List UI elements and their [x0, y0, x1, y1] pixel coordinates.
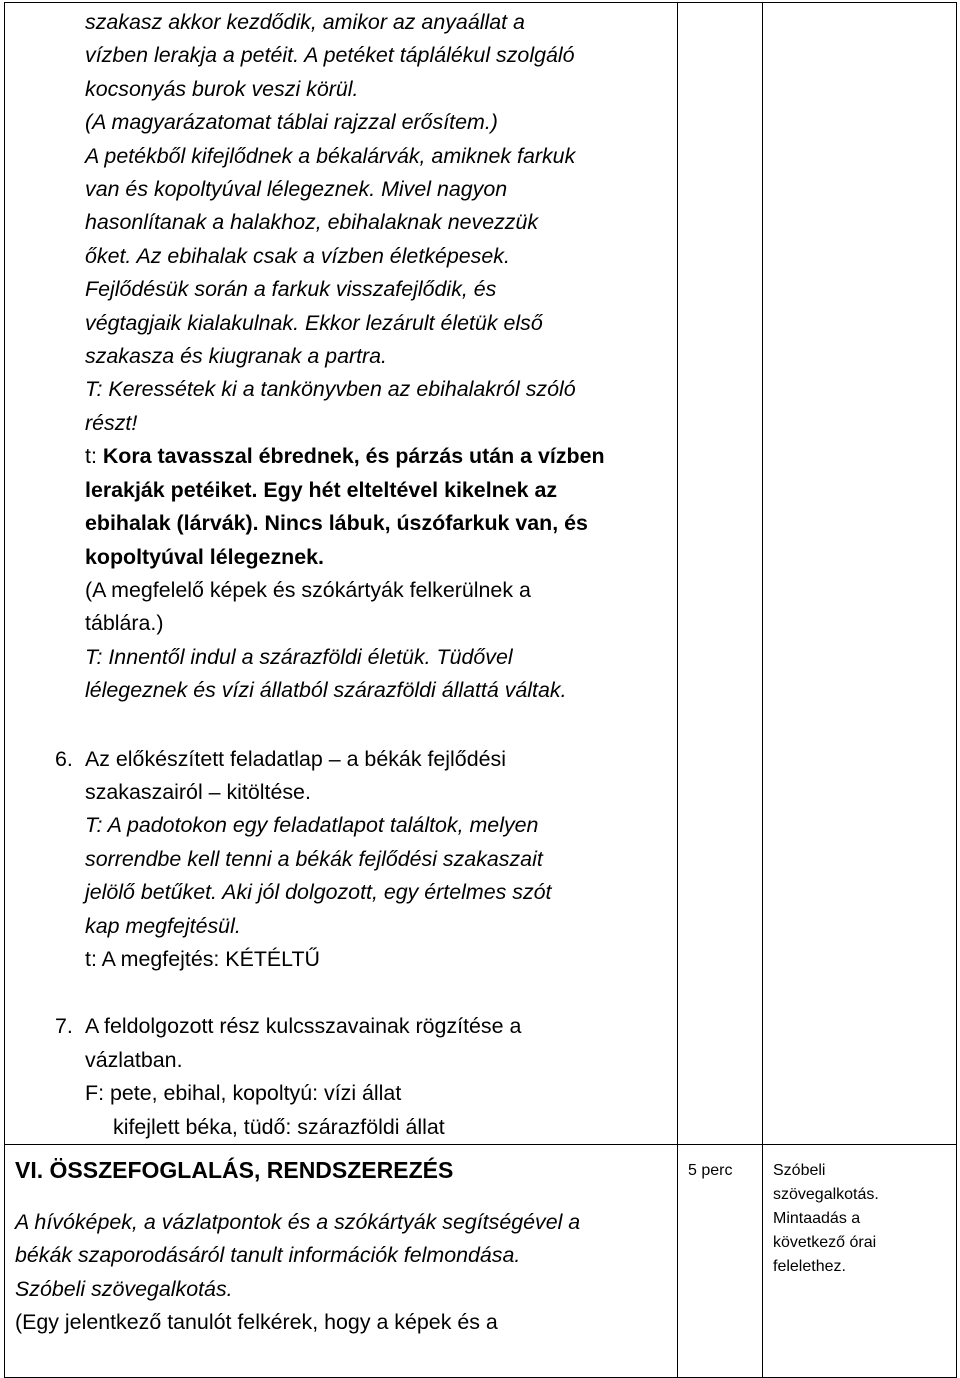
teacher-explanation: T: Innentől indul a szárazföldi életük. Tüdővel — [85, 644, 513, 669]
section-line: A hívóképek, a vázlatpontok és a szókártyák segítségével a — [15, 1210, 581, 1234]
method-cell — [763, 3, 957, 1145]
method-line: felelethez. — [773, 1258, 846, 1275]
activity-cell — [5, 3, 678, 1145]
activity-item-6 — [15, 743, 669, 977]
item-title: szakaszairól ‒ kitöltése. — [85, 779, 311, 804]
narrative-line: vízben lerakja a petéit. A petéket táplálékul szolgáló — [85, 43, 575, 68]
item-title: A feldolgozott rész kulcsszavainak rögzítése a — [85, 1014, 522, 1039]
time-cell — [678, 3, 763, 1145]
summary-line: F: pete, ebihal, kopoltyú: vízi állat — [85, 1081, 402, 1106]
method-line: következő órai — [773, 1234, 877, 1251]
item-number: 7. — [55, 1014, 73, 1039]
narrative-line: Fejlődésük során a farkuk visszafejlődik, és — [85, 277, 497, 302]
teacher-explanation: lélegeznek és vízi állatból szárazföldi állattá váltak. — [85, 678, 567, 703]
narrative-line: szakasza és kiugranak a partra. — [85, 344, 387, 369]
narrative-line: van és kopoltyúval lélegeznek. Mivel nagyon — [85, 177, 508, 202]
teacher-note: (A megfelelő képek és szókártyák felkerülnek a — [85, 577, 531, 602]
student-answer: lerakják petéiket. Egy hét elteltével kikelnek az — [85, 477, 558, 502]
narrative-line: szakasz akkor kezdődik, amikor az anyaállat a — [85, 10, 525, 34]
teacher-instruction: jelölő betűket. Aki jól dolgozott, egy értelmes szót — [85, 880, 552, 905]
teacher-instruction: részt! — [85, 410, 138, 435]
narrative-line: hasonlítanak a halakhoz, ebihalaknak nevezzük — [85, 210, 539, 235]
teacher-instruction: sorrendbe kell tenni a békák fejlődési szakaszait — [85, 846, 543, 871]
section-line: Szóbeli szövegalkotás. — [15, 1276, 233, 1301]
narrative-line: A petékből kifejlődnek a békalárvák, amiknek farkuk — [85, 143, 576, 168]
method-value — [763, 1145, 957, 1378]
teacher-instruction: T: A padotokon egy feladatlapot találtok, melyen — [85, 813, 539, 838]
student-prefix: t: — [85, 444, 103, 469]
student-answer: kopoltyúval lélegeznek. — [85, 544, 324, 569]
item-title: vázlatban. — [85, 1047, 183, 1072]
teacher-instruction: T: Keressétek ki a tankönyvben az ebihalakról szóló — [85, 377, 576, 402]
time-value — [678, 1145, 763, 1378]
teacher-note: táblára.) — [85, 611, 164, 636]
narrative-line: (A magyarázatomat táblai rajzzal erősítem.) — [85, 110, 498, 135]
narrative-line: kocsonyás burok veszi körül. — [85, 76, 359, 101]
section-line: békák szaporodásáról tanult információk felmondása. — [15, 1243, 521, 1268]
student-answer: ebihalak (lárvák). Nincs lábuk, úszófarkuk van, és — [85, 511, 588, 536]
summary-section-cell — [5, 1145, 678, 1378]
lesson-plan-table — [4, 2, 957, 1378]
item-title: Az előkészített feladatlap – a békák fejlődési — [85, 746, 506, 771]
lesson-row-summary — [5, 1145, 957, 1378]
section-line: (Egy jelentkező tanulót felkérek, hogy a képek és a — [15, 1310, 498, 1335]
narrative-line: végtagjaik kialakulnak. Ekkor lezárult életük első — [85, 310, 543, 335]
method-line: Szóbeli — [773, 1162, 826, 1179]
method-line: szövegalkotás. — [773, 1186, 879, 1203]
teacher-instruction: kap megfejtésül. — [85, 913, 241, 938]
time-label: 5 perc — [688, 1162, 733, 1179]
lesson-row-activities — [5, 3, 957, 1145]
activity-item-7 — [15, 1010, 669, 1144]
student-answer: t: A megfejtés: KÉTÉLTŰ — [85, 946, 320, 971]
narrative-line: őket. Az ebihalak csak a vízben életképesek. — [85, 243, 510, 268]
item-number: 6. — [55, 746, 73, 771]
section-title: VI. ÖSSZEFOGLALÁS, RENDSZEREZÉS — [15, 1157, 454, 1183]
narrative-block — [15, 6, 669, 708]
summary-line: kifejlett béka, tüdő: szárazföldi állat — [113, 1114, 445, 1139]
student-answer: Kora tavasszal ébrednek, és párzás után a vízben — [102, 444, 605, 469]
method-line: Mintaadás a — [773, 1210, 861, 1227]
student-answer-line — [85, 440, 669, 473]
